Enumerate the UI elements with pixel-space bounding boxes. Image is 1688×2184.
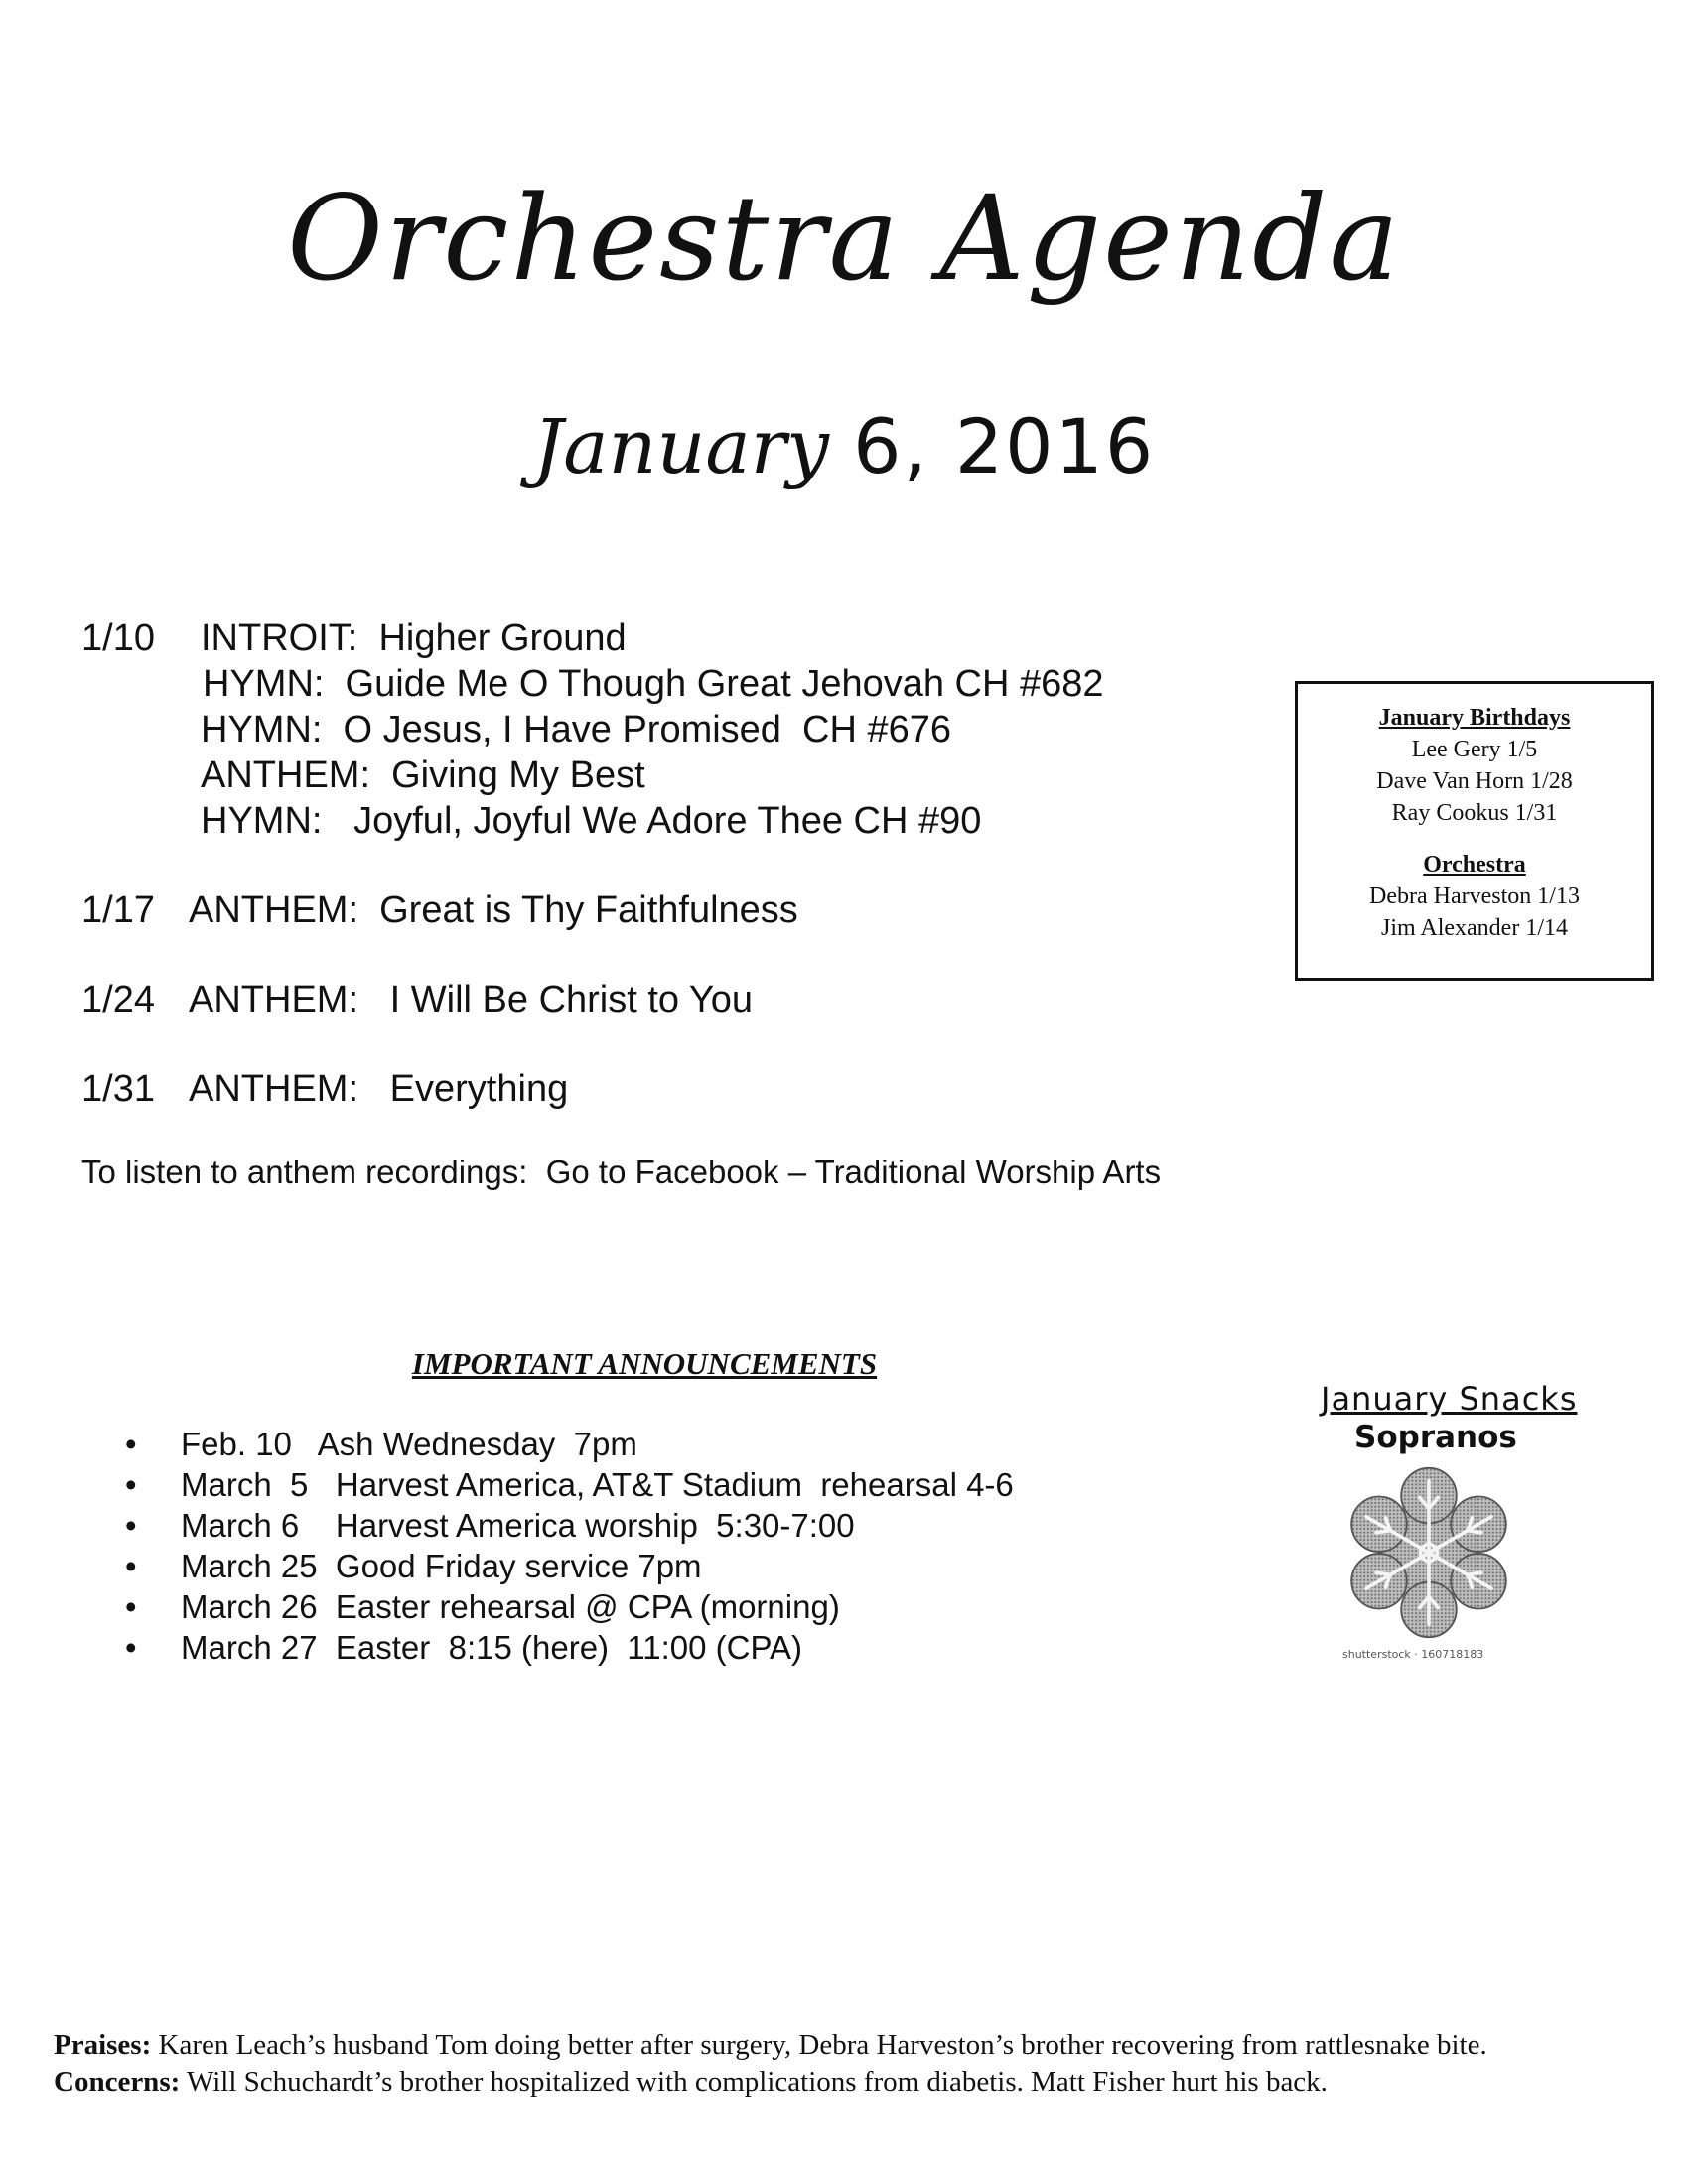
prayer-notes — [54, 2027, 1642, 2101]
schedule-item: INTROIT: Higher Ground — [201, 617, 627, 659]
schedule-date: 1/31 — [81, 1068, 155, 1110]
announcement-text: March 6 Harvest America worship 5:30-7:00 — [181, 1507, 855, 1544]
concerns-label: Concerns: — [54, 2066, 181, 2098]
schedule-item: ANTHEM: Giving My Best — [201, 754, 645, 796]
schedule-item: HYMN: Joyful, Joyful We Adore Thee CH #90 — [201, 800, 982, 842]
schedule-block-0131 — [81, 1066, 1074, 1116]
birthday-entry: Dave Van Horn 1/28 — [1376, 768, 1573, 794]
birthday-entry: Debra Harveston 1/13 — [1369, 884, 1580, 909]
schedule-item: ANTHEM: Great is Thy Faithfulness — [189, 889, 798, 931]
bullet: • — [125, 1426, 137, 1462]
page-title: Orchestra Agenda — [287, 170, 1401, 307]
birthday-entry: Ray Cookus 1/31 — [1391, 800, 1558, 826]
bullet: • — [125, 1548, 137, 1584]
announcement-item — [125, 1464, 1014, 1505]
recordings-note: To listen to anthem recordings: Go to Facebook – Traditional Worship Arts — [81, 1154, 1162, 1190]
announcement-text: March 5 Harvest America, AT&T Stadium rehearsal 4-6 — [181, 1466, 1014, 1503]
birthday-entry: Lee Gery 1/5 — [1411, 737, 1538, 762]
announcement-item — [125, 1627, 1014, 1668]
announcement-text: March 26 Easter rehearsal @ CPA (morning) — [181, 1588, 840, 1625]
schedule-item: HYMN: O Jesus, I Have Promised CH #676 — [201, 709, 952, 751]
birthdays-heading: January Birthdays — [1378, 705, 1571, 731]
announcement-text: March 25 Good Friday service 7pm — [181, 1548, 702, 1584]
announcement-item — [125, 1586, 1014, 1627]
announcement-text: Feb. 10 Ash Wednesday 7pm — [181, 1426, 637, 1462]
bullet: • — [125, 1466, 137, 1503]
concerns-line — [54, 2064, 1642, 2101]
concerns-text: Will Schuchardt’s brother hospitalized with complications from diabetis. Matt Fisher hurt his back. — [180, 2066, 1328, 2098]
schedule-item: ANTHEM: Everything — [189, 1068, 569, 1110]
announcement-text: March 27 Easter 8:15 (here) 11:00 (CPA) — [181, 1629, 803, 1666]
schedule-block-0117 — [81, 887, 1074, 937]
bullet: • — [125, 1629, 137, 1666]
praises-line — [54, 2027, 1642, 2064]
announcement-item — [125, 1505, 1014, 1546]
announcement-item — [125, 1546, 1014, 1586]
orchestra-birthdays-heading: Orchestra — [1423, 852, 1526, 878]
schedule-date: 1/24 — [81, 979, 155, 1021]
announcements-heading: IMPORTANT ANNOUNCEMENTS — [411, 1346, 878, 1381]
snowflake-icon — [1335, 1465, 1523, 1640]
date-month: January — [532, 402, 829, 490]
announcement-item — [125, 1424, 1014, 1464]
praises-label: Praises: — [54, 2029, 152, 2061]
date-day-year: 6, 2016 — [853, 402, 1156, 490]
agenda-date — [0, 397, 1688, 496]
schedule-block-0124 — [81, 977, 1074, 1026]
schedule-date: 1/17 — [81, 889, 155, 931]
image-watermark: shutterstock · 160718183 — [1342, 1648, 1484, 1661]
schedule-block-0110 — [81, 615, 1223, 854]
snacks-heading: January Snacks — [1321, 1380, 1578, 1418]
snacks-group: Sopranos — [1354, 1420, 1517, 1455]
praises-text: Karen Leach’s husband Tom doing better after surgery, Debra Harveston’s brother recovering from rattlesnake bite. — [151, 2029, 1487, 2061]
bullet: • — [125, 1507, 137, 1544]
announcements-list — [125, 1424, 1014, 1668]
birthday-entry: Jim Alexander 1/14 — [1381, 915, 1568, 941]
bullet: • — [125, 1588, 137, 1625]
schedule-item: HYMN: Guide Me O Though Great Jehovah CH #682 — [203, 663, 1104, 705]
schedule-date: 1/10 — [81, 617, 155, 659]
birthdays-box — [1295, 681, 1654, 981]
schedule-item: ANTHEM: I Will Be Christ to You — [189, 979, 754, 1021]
